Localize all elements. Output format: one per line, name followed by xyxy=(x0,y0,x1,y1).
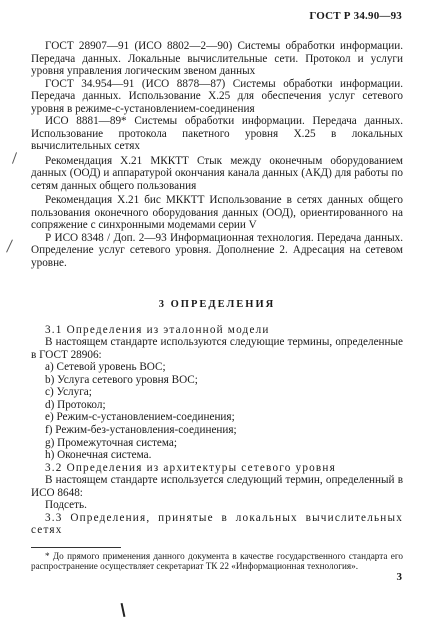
list-item: a) Сетевой уровень ВОС; xyxy=(45,361,166,373)
subsection-3-2-intro: В настоящем стандарте используется следующий термин, определенный в ИСО 8648: xyxy=(31,474,403,499)
reference-5: Рекомендация Х.21 бис МККТТ Использование в сетях данных общего пользования оконечного оборудования данных (ООД), ориентированного на сопряжение с синхронными модемами серии V xyxy=(31,194,403,231)
list-item: h) Оконечная система. xyxy=(45,449,152,462)
subsection-3-1-intro: В настоящем стандарте используются следующие термины, определенные в ГОСТ 28906: xyxy=(31,336,403,361)
list-item: c) Услуга; xyxy=(45,386,92,399)
list-item: b) Услуга сетевого уровня ВОС; xyxy=(45,373,198,386)
reference-3: ИСО 8881—89* Системы обработки информации. Передача данных. Использование протокола пакетного уровня Х.25 в локальных вычислительных сетях xyxy=(31,115,403,152)
reference-6: Р ИСО 8348 / Доп. 2—93 Информационная технология. Передача данных. Определение услуг сетевого уровня. Дополнение 2. Адресация на сетевом уровне. xyxy=(31,231,403,269)
subsection-3-1-title: 3.1 Определения из эталонной модели xyxy=(45,323,270,336)
list-item: e) Режим-с-установлением-соединения; xyxy=(45,411,235,424)
pen-mark xyxy=(121,603,126,617)
margin-pencil-mark xyxy=(12,152,17,164)
subsection-3-2-item: Подсеть. xyxy=(45,499,87,512)
footnote-rule xyxy=(31,547,121,548)
definitions-list xyxy=(31,361,403,462)
reference-2: ГОСТ 34.954—91 (ИСО 8878—87) Системы обработки информации. Передача данных. Использование Х.25 для обеспечения услуг сетевого уровня в режиме-с-установлением-соединения xyxy=(31,77,403,115)
reference-4: Рекомендация Х.21 МККТТ Стык между оконечным оборудованием данных (ООД) и аппаратурой окончания канала данных (АКД) для работы по сетям данных общего пользования xyxy=(31,154,403,192)
section-title: 3 ОПРЕДЕЛЕНИЯ xyxy=(158,299,276,310)
list-item: g) Промежуточная система; xyxy=(45,436,177,449)
document-header: ГОСТ Р 34.90—93 xyxy=(309,10,402,22)
subsection-3-3-title: 3.3 Определения, принятые в локальных вычислительных сетях xyxy=(31,511,403,537)
list-item: f) Режим-без-установления-соединения; xyxy=(45,423,237,436)
reference-1: ГОСТ 28907—91 (ИСО 8802—2—90) Системы обработки информации. Передача данных. Локальные вычислительные сети. Протокол и услуги уровня управления логическим звеном данных xyxy=(31,40,403,77)
subsection-3-2-title: 3.2 Определения из архитектуры сетевого уровня xyxy=(45,461,336,474)
page-number: 3 xyxy=(396,571,402,583)
margin-pencil-mark xyxy=(6,239,13,252)
footnote: * До прямого применения данного документа в качестве государственного стандарта его распространение осуществляет секретариат ТК 22 «Информационная технология». xyxy=(31,550,403,572)
list-item: d) Протокол; xyxy=(45,398,106,411)
page-body xyxy=(31,40,403,572)
